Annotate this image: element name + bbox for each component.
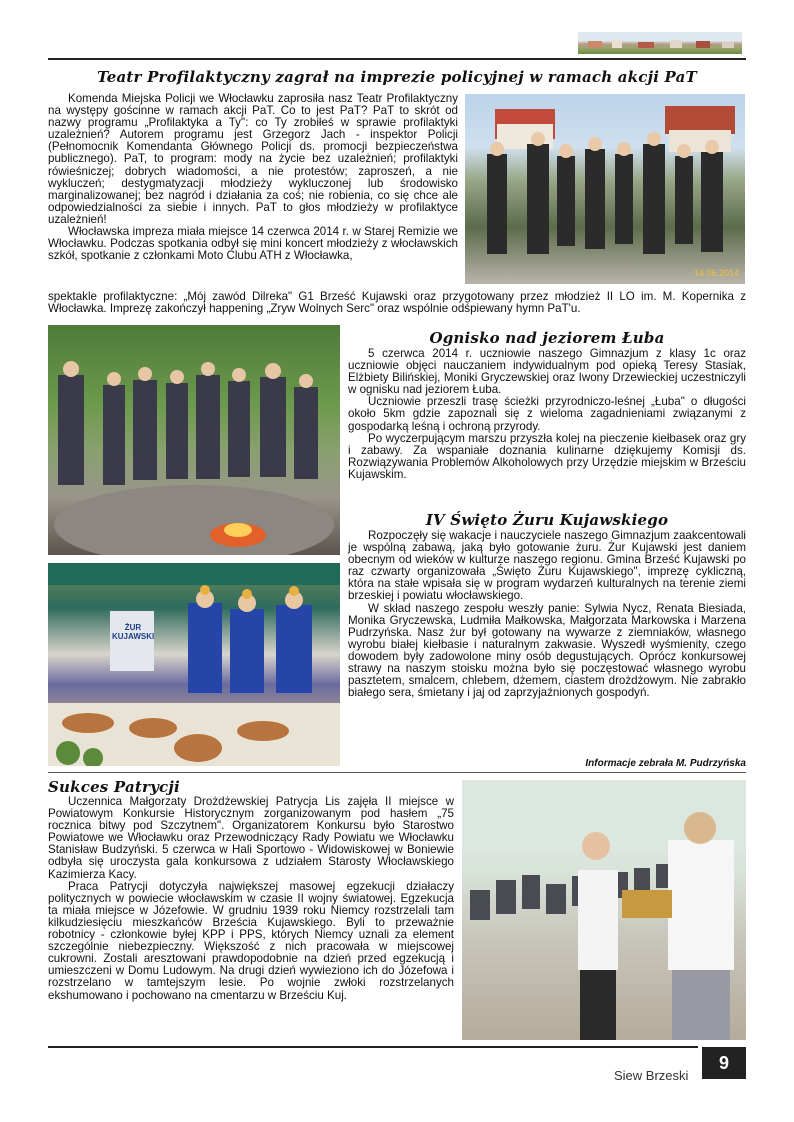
article1-title: Teatr Profilaktyczny zagrał na imprezie policyjnej w ramach akcji PaT (97, 68, 697, 86)
article1-group-photo (465, 94, 745, 284)
article2-title: Ognisko nad jeziorem Łuba (429, 329, 665, 347)
article3-banner-text: ŻUR KUJAWSKI (112, 623, 155, 641)
article4-title: Sukces Patrycji (48, 778, 180, 796)
article4-award-photo (462, 780, 746, 1040)
top-rule (48, 58, 746, 60)
article1-body (48, 93, 458, 262)
article1-paragraph-1: Komenda Miejska Policji we Włocławku zaprosiła nasz Teatr Profilaktyczny na występy gościnne w ramach akcji PaT. Co to jest PaT? PaT to skrót od nazwy programu „Profilaktyka a Ty": co Ty zrobiłeś w sprawie profilaktyki uzależnień? Autorem programu jest Grzegorz Jach - inspektor Policji (Pełnomocnik Komendanta Głównego Policji ds. promocji bezpieczeństwa publicznego). PaT, to program: mody na życie bez uzależnień; profilaktyki rówieśniczej; dobrych wiadomości, a nie protestów; zaproszeń, a nie wykluczeń; destygmatyzacji młodzieży wykluczonej lub środowisko marginalizowanej; bez nagród i działania za coś; nie robienia, co się chce ale odpowiedzialności za siebie i innych. PaT to głos młodzieży w profilaktyce uzależnień! (48, 92, 458, 226)
article2-campfire-photo (48, 325, 340, 555)
article3-paragraph-1: Rozpoczęły się wakacje i nauczyciele naszego Gimnazjum zaakcentowali je wspólną zabawą, jaką było gotowanie żuru. Żur Kujawski jest daniem obecnym od wieków w kulturze naszego regionu. Gmina Brześć Kujawski po raz czwarty organizowała „Święto Żuru Kujawskiego", imprezę cykliczną, która na stałe wpisała się w program wydarzeń kulturalnych na terenie ziemi brzeskiej i powiatu włocławskiego. (348, 529, 746, 603)
article2-paragraph-1: 5 czerwca 2014 r. uczniowie naszego Gimnazjum z klasy 1c oraz uczniowie objęci nauczaniem indywidualnym pod opieką Teresy Stasiak, Elżbiety Bilińskiej, Moniki Gryczewskiej oraz Iwony Drzewieckiej uczestniczyli w ognisku nad jeziorem Łuba. (348, 347, 746, 397)
page-number: 9 (702, 1047, 746, 1079)
section-divider (48, 772, 746, 773)
article1-paragraph-2-continued: spektakle profilaktyczne: „Mój zawód Dilreka" G1 Brześć Kujawski oraz przygotowany przez młodzież II LO im. M. Kopernika z Włocławka. Imprezę zakończył happening „Zryw Wolnych Serc" oraz wspólnie odśpiewany hymn PaT'u. (48, 290, 746, 316)
bottom-rule (48, 1046, 698, 1048)
article1-photo-date: 14.06.2014 (693, 268, 739, 278)
article1-body-continued (48, 291, 746, 315)
article2-paragraph-2: Uczniowie przeszli trasę ścieżki przyrodniczo-leśnej „Łuba" o długości około 5km gdzie zapoznali się z wieloma zagadnieniami związanymi z gospodarką leśną i ochroną przyrody. (348, 395, 746, 433)
header-panorama-image (578, 32, 742, 54)
article3-body (348, 530, 746, 699)
article3-credit: Informacje zebrała M. Pudrzyńska (585, 758, 746, 769)
article4-paragraph-1: Uczennica Małgorzaty Drożdżewskiej Patrycja Lis zajęła II miejsce w Powiatowym Konkursie Historycznym zorganizowanym pod hasłem „75 rocznica bitwy pod Szczytnem". Organizatorem Konkursu było Starostwo Powiatowe we Włocławku oraz Przewodniczący Rady Powiatu we Włocławku Stanisław Budzyński. 5 czerwca w Hali Sportowo - Widowiskowej w Boniewie odbyła się uroczysta gala konkursowa z udziałem Starosty Włocławskiego Kazimierza Kacy. (48, 795, 454, 881)
article3-title: IV Święto Żuru Kujawskiego (425, 511, 669, 529)
article1-paragraph-2: Włocławska impreza miała miejsce 14 czerwca 2014 r. w Starej Remizie we Włocławku. Podczas spotkania odbył się mini koncert młodzieży z włocławskich szkół, spotkanie z członkami Moto Clubu ATH z Włocławka, (48, 225, 458, 263)
article4-body (48, 796, 454, 1002)
article2-body (348, 348, 746, 481)
article2-paragraph-3: Po wyczerpującym marszu przyszła kolej na pieczenie kiełbasek oraz gry i zabawy. Za wspaniałe doznania kulinarne dziękujemy Komisji ds. Rozwiązywania Problemów Alkoholowych przy Urzędzie miejskim w Brześciu Kujawskim. (348, 431, 746, 481)
article4-paragraph-2: Praca Patrycji dotyczyła największej masowej egzekucji działaczy politycznych w powiecie włocławskim w czasie II wojny światowej. Egzekucja ta miała miejsce w Józefowie. W grudniu 1939 roku Niemcy rozstrzelali tam kilkudziesięciu mieszkańców Brześcia Kujawskiego. Byli to przeważnie robotnicy - członkowie byłej KPP i PPS, których Niemcy uznali za element szczególnie niebezpieczny. Większość z nich pracowała w miejscowej cukrowni. Zostali aresztowani prawdopodobnie na dzień przed egzekucją i umieszczeni w Domu Ludowym. Na drugi dzień wywieziono ich do Józefowa i rozstrzelano w tamtejszym lesie. Po wojnie zwłoki rozstrzelanych ekshumowano i pochowano na cmentarzu w Brześciu Kuj. (48, 879, 454, 1002)
article3-paragraph-2: W skład naszego zespołu weszły panie: Sylwia Nycz, Renata Biesiada, Monika Gryczewska, Ludmiła Małkowska, Małgorzata Markowska i Marzena Pudrzyńska. Nasz żur był gotowany na wywarze z ziemniaków, własnego wyrobu białej kiełbasie i naturalnym zakwasie. Wyszedł wyśmienity, czego dowodem były zadowolone miny osób degustujących. Oprócz konkursowej strawy na naszym stoisku można było się poczęstować własnego wyrobu pasztetem, smalcem, chlebem, dżemem, ciastem drożdżowym. Nie zabrakło białego sera, śmietany i jaj od zaprzyjaźnionych gospodyń. (348, 601, 746, 700)
article3-festival-photo (48, 563, 340, 766)
footer-publication-name: Siew Brzeski (614, 1068, 689, 1083)
